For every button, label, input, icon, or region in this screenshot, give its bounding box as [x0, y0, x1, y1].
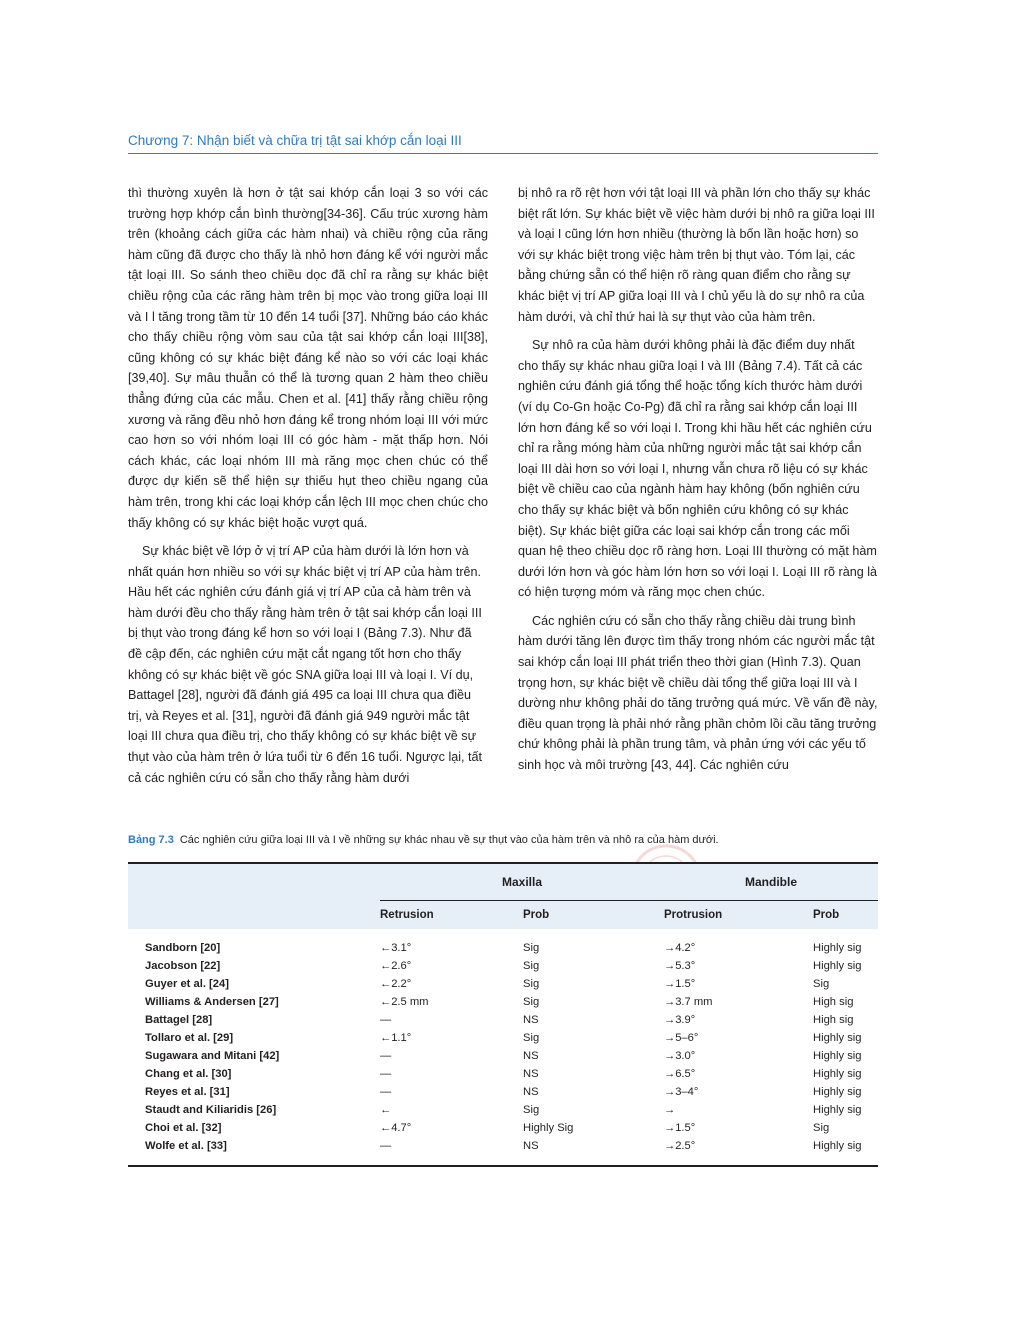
study-cell: Choi et al. [32] — [145, 1122, 222, 1134]
paragraph: bị nhô ra rõ rệt hơn với tật loại III và phần lớn cho thấy sự khác biệt rất lớn. Sự khác biệt về việc hàm dưới bị nhô ra giữa loại III và loại I cũng lớn hơn nhiều (thường là bốn lần hoặc hơn) so với sự khác biệt trong việc hàm trên bị thụt vào. Tóm lại, các bằng chứng sẵn có thể hiện rõ ràng quan điểm cho rằng sự khác biệt vị trí AP giữa loại III và I chủ yếu là do sự nhô ra của hàm dưới, và chỉ thứ hai là sự thụt vào của hàm trên. — [518, 186, 875, 324]
retrusion-cell: — — [380, 1068, 392, 1080]
prob-cell: Highly sig — [813, 1086, 862, 1098]
protrusion-cell: →1.5° — [664, 978, 696, 990]
study-table-container — [128, 862, 878, 1167]
retrusion-cell: ←2.5 mm — [380, 996, 429, 1008]
protrusion-cell: →2.5° — [664, 1140, 696, 1152]
protrusion-cell: →1.5° — [664, 1122, 696, 1134]
prob-cell: Highly Sig — [523, 1122, 574, 1134]
study-cell: Sugawara and Mitani [42] — [145, 1050, 280, 1062]
protrusion-cell: →5–6° — [664, 1032, 699, 1044]
prob-cell: Sig — [523, 960, 540, 972]
table-row — [128, 1029, 878, 1047]
paragraph: Sự khác biệt về lớp ở vị trí AP của hàm dưới là lớn hơn và nhất quán hơn nhiều so với sự khác biệt vị trí AP của hàm trên. Hầu hết các nghiên cứu đánh giá vị trí AP của cả hàm trên và hàm dưới đều cho thấy rằng hàm trên ở tật sai khớp cắn loại III bị thụt vào trong đáng kể hơn so với loại I (Bảng 7.3). Như đã đề cập đến, các nghiên cứu mặt cắt ngang tốt hơn cho thấy không có sự khác biệt về góc SNA giữa loại III và loại I. Ví dụ, Battagel [28], người đã đánh giá 495 ca loại III chưa qua điều trị, và Reyes et al. [31], người đã đánh giá 949 người mắc tật loại III chưa qua điều trị, cho thấy không có sự khác biệt về sự thụt vào của hàm trên ở lứa tuổi từ 6 đến 16 tuổi. Ngược lại, tất cả các nghiên cứu có sẵn cho thấy rằng hàm dưới — [128, 544, 483, 785]
table-body — [128, 929, 878, 1166]
column-header-prob-mandible: Prob — [813, 901, 878, 930]
retrusion-cell: ←2.2° — [380, 978, 412, 990]
retrusion-cell: ←3.1° — [380, 942, 412, 954]
prob-cell: NS — [523, 1014, 539, 1026]
prob-cell: Sig — [523, 996, 540, 1008]
protrusion-cell: →3.0° — [664, 1050, 696, 1062]
table-group-header-row — [128, 863, 878, 901]
study-cell: Williams & Andersen [27] — [145, 996, 279, 1008]
prob-cell: Sig — [813, 1122, 830, 1134]
study-cell: Wolfe et al. [33] — [145, 1140, 227, 1152]
table-column-header-row — [128, 901, 878, 930]
retrusion-cell: ← — [380, 1104, 392, 1116]
header-divider — [128, 153, 878, 154]
prob-cell: Highly sig — [813, 1068, 862, 1080]
prob-cell: Sig — [813, 978, 830, 990]
paragraph: Sự nhô ra của hàm dưới không phải là đặc điểm duy nhất cho thấy sự khác nhau giữa loại I và III (Bảng 7.4). Tất cả các nghiên cứu đánh giá tổng thể hoặc tổng kích thước hàm dưới (ví dụ Co-Gn hoặc Co-Pg) đã chỉ ra rằng sai khớp cắn loại III lớn hơn đáng kể so với loại I. Trong khi hầu hết các nghiên cứu chỉ ra rằng móng hàm của những người mắc tật sai khớp cắn loại III dài hơn so với loại I, nhưng vẫn chưa rõ liệu có sự khác biệt về chiều cao của ngành hàm hay không (bốn nghiên cứu cho thấy sự khác biệt và bốn nghiên cứu không có sự khác biệt). Sự khác biệt giữa các loại sai khớp cắn trong các mối quan hệ theo chiều dọc rõ ràng hơn. Loại III thường có mặt hàm dưới lớn hơn và góc hàm lớn hơn so với loại I. Loại III rõ ràng là có hiện tượng móm và răng mọc chen chúc. — [518, 338, 878, 600]
study-cell: Tollaro et al. [29] — [145, 1032, 234, 1044]
column-header-prob-maxilla: Prob — [523, 901, 664, 930]
prob-cell: NS — [523, 1068, 539, 1080]
prob-cell: High sig — [813, 1014, 854, 1026]
prob-cell: Highly sig — [813, 1050, 862, 1062]
table-row — [128, 975, 878, 993]
protrusion-cell: →6.5° — [664, 1068, 696, 1080]
prob-cell: Sig — [523, 942, 540, 954]
prob-cell: Sig — [523, 1104, 540, 1116]
prob-cell: High sig — [813, 996, 854, 1008]
table-row — [128, 1137, 878, 1166]
prob-cell: Highly sig — [813, 1032, 862, 1044]
group-header-maxilla: Maxilla — [380, 863, 664, 901]
left-text-column — [128, 183, 488, 796]
table-row — [128, 957, 878, 975]
column-header-protrusion: Protrusion — [664, 901, 813, 930]
retrusion-cell: ←1.1° — [380, 1032, 412, 1044]
protrusion-cell: →3.7 mm — [664, 996, 713, 1008]
protrusion-cell: →3.9° — [664, 1014, 696, 1026]
table-row — [128, 1119, 878, 1137]
prob-cell: NS — [523, 1086, 539, 1098]
study-cell: Guyer et al. [24] — [145, 978, 229, 990]
table-row — [128, 1065, 878, 1083]
retrusion-cell: ←2.6° — [380, 960, 412, 972]
study-cell: Battagel [28] — [145, 1014, 213, 1026]
protrusion-cell: →3–4° — [664, 1086, 699, 1098]
table-label: Bảng 7.3 — [128, 834, 174, 846]
prob-cell: Highly sig — [813, 1140, 862, 1152]
prob-cell: NS — [523, 1050, 539, 1062]
retrusion-cell: ←4.7° — [380, 1122, 412, 1134]
protrusion-cell: → — [664, 1104, 676, 1116]
retrusion-cell: — — [380, 1140, 392, 1152]
paragraph: Các nghiên cứu có sẵn cho thấy rằng chiều dài trung bình hàm dưới tăng lên được tìm thấy trong nhóm các người mắc tật sai khớp cắn loại III phát triển theo thời gian (Hình 7.3). Quan trọng hơn, sự khác biệt về chiều dài tổng thể giữa loại III và I dường như không phải do tăng trưởng quá mức. Về vấn đề này, điều quan trọng là phải nhớ rằng phần chỏm lồi cầu tăng trưởng chứ không phải là phần trung tâm, và phản ứng với các yếu tố sinh học và môi trường [43, 44]. Các nghiên cứu — [518, 613, 878, 773]
retrusion-cell: — — [380, 1050, 392, 1062]
table-row — [128, 1101, 878, 1119]
prob-cell: Highly sig — [813, 942, 862, 954]
paragraph: thì thường xuyên là hơn ở tật sai khớp cắn loại 3 so với các trường hợp khớp cắn bình thường[34-36]. Cấu trúc xương hàm trên (khoảng cách giữa các hàm nhai) và chiều rộng của răng hàm cũng đã được cho thấy là nhỏ hơn đáng kể với người mắc tật loại III. So sánh theo chiều dọc đã chỉ ra rằng sự khác biệt chiều rộng của các răng hàm trên bị mọc vào trong giữa loại III và I l tăng trong tầm từ 10 đến 14 tuổi [37]. Những báo cáo khác cho thấy chiều rộng vòm sau của tật sai khớp cắn loại III[38], cũng không có sự khác biệt đáng kể nào so với các loại khác [39,40]. Sự mâu thuẫn có thể là tương quan 2 hàm theo chiều thẳng đứng của các mẫu. Chen et al. [41] thấy rằng chiều rộng xương và răng đều nhỏ hơn đáng kể trong nhóm loại III với mức cao hơn so với nhóm loại III có góc hàm - mặt thấp hơn. Nói cách khác, các loại nhóm III mà răng mọc chen chúc có thể được dự kiến sẽ thể hiện sự thiếu hụt theo chiều ngang của hàm trên, trong khi các loại khớp cắn lệch III mọc chen chúc cho thấy không có sự khác biệt hoặc vượt quá. — [128, 186, 488, 530]
prob-cell: NS — [523, 1140, 539, 1152]
table-row — [128, 1083, 878, 1101]
table-row — [128, 929, 878, 957]
protrusion-cell: →5.3° — [664, 960, 696, 972]
table-caption — [128, 834, 888, 846]
right-text-column — [518, 183, 878, 784]
table-row — [128, 1011, 878, 1029]
protrusion-cell: →4.2° — [664, 942, 696, 954]
prob-cell: Sig — [523, 978, 540, 990]
study-table — [128, 862, 878, 1167]
study-cell: Chang et al. [30] — [145, 1068, 232, 1080]
study-cell: Staudt and Kiliaridis [26] — [145, 1104, 277, 1116]
group-header-mandible: Mandible — [664, 863, 878, 901]
prob-cell: Highly sig — [813, 960, 862, 972]
retrusion-cell: — — [380, 1086, 392, 1098]
study-cell: Sandborn [20] — [145, 942, 221, 954]
study-cell: Jacobson [22] — [145, 960, 221, 972]
chapter-header: Chương 7: Nhận biết và chữa trị tật sai khớp cắn loại III — [128, 133, 462, 148]
table-row — [128, 1047, 878, 1065]
prob-cell: Highly sig — [813, 1104, 862, 1116]
table-caption-text: Các nghiên cứu giữa loại III và I về những sự khác nhau về sự thụt vào của hàm trên và nhô ra của hàm dưới. — [179, 834, 719, 846]
table-row — [128, 993, 878, 1011]
retrusion-cell: — — [380, 1014, 392, 1026]
prob-cell: Sig — [523, 1032, 540, 1044]
column-header-retrusion: Retrusion — [380, 901, 523, 930]
study-cell: Reyes et al. [31] — [145, 1086, 230, 1098]
